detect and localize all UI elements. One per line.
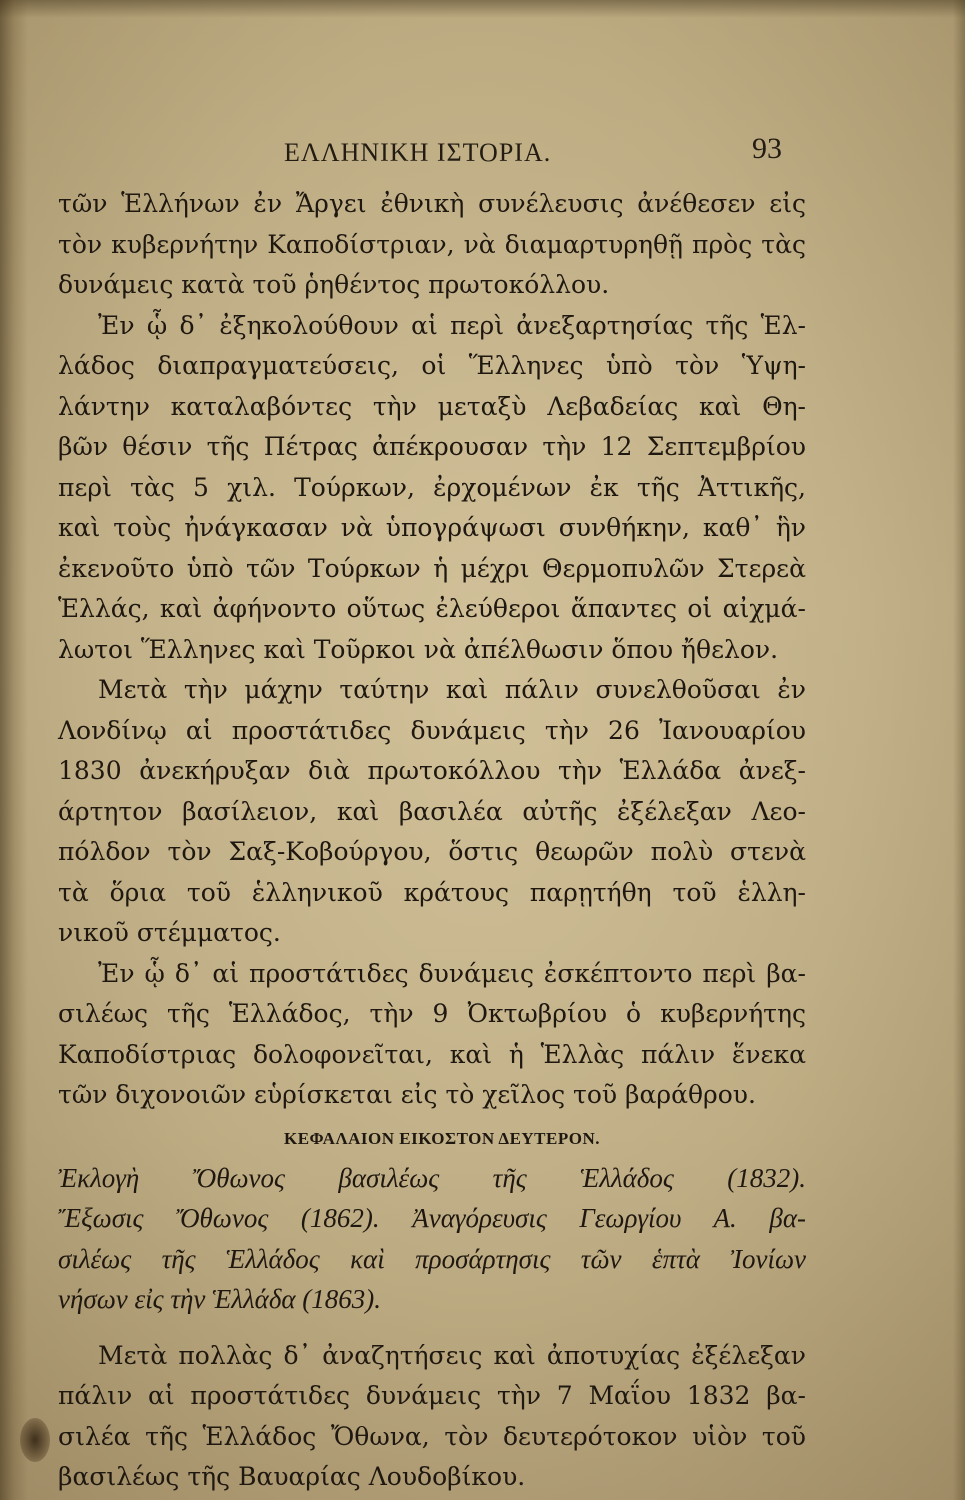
text-line: τὰ ὅρια τοῦ ἑλληνικοῦ κράτους παρῃτήθη τοῦ ἑλλη- <box>58 877 806 907</box>
text-line: βασιλέως τῆς Βαυαρίας Λουδοβίκου. <box>58 1462 526 1491</box>
summary-line: Ἐκλογὴ Ὄθωνος βασιλέως τῆς Ἑλλάδος (1832). <box>58 1162 806 1193</box>
text-line: τῶν Ἑλλήνων ἐν Ἄργει ἐθνικὴ συνέλευσις ἀνέθεσεν εἰς <box>58 189 806 218</box>
text-line: Μετὰ τὴν μάχην ταύτην καὶ πάλιν συνελθοῦσαι ἐν <box>98 675 806 704</box>
page-number: 93 <box>752 132 782 165</box>
text-line: λάντην καταλαβόντες τὴν μεταξὺ Λεβαδείας καὶ Θη- <box>58 391 806 421</box>
paragraph-london-protocol <box>58 670 806 954</box>
paragraph-otto-election <box>58 1336 806 1498</box>
chapter-heading: ΚΕΦΑΛΑΙΟΝ ΕΙΚΟΣΤΟΝ ΔΕΥΤΕΡΟΝ. <box>284 1128 600 1148</box>
text-line: Μετὰ πολλὰς δ᾽ ἀναζητήσεις καὶ ἀποτυχίας ἐξέλεξαν <box>98 1340 806 1370</box>
text-line: Ἐν ᾧ δ᾽ ἐξηκολούθουν αἱ περὶ ἀνεξαρτησίας τῆς Ἑλ- <box>98 310 806 340</box>
summary-line: νήσων εἰς τὴν Ἑλλάδα (1863). <box>58 1284 382 1314</box>
text-line: σιλέα τῆς Ἑλλάδος Ὄθωνα, τὸν δευτερότοκον υἱὸν τοῦ <box>58 1421 806 1451</box>
ink-stain <box>20 1418 50 1462</box>
body-text <box>58 184 806 1498</box>
text-line: Ἑλλάς, καὶ ἀφήνοντο οὕτως ἐλεύθεροι ἅπαντες οἱ αἰχμά- <box>58 594 806 623</box>
text-line: ἐκενοῦτο ὑπὸ τῶν Τούρκων ἡ μέχρι Θερμοπυλῶν Στερεὰ <box>58 553 806 583</box>
summary-line: σιλέως τῆς Ἑλλάδος καὶ προσάρτησις τῶν ἑπτὰ Ἰονίων <box>58 1243 806 1274</box>
text-line: καὶ τοὺς ἠνάγκασαν νὰ ὑπογράψωσι συνθήκην, καθ᾽ ἣν <box>58 513 806 542</box>
text-line: σιλέως τῆς Ἑλλάδος, τὴν 9 Ὀκτωβρίου ὁ κυβερνήτης <box>58 999 806 1028</box>
running-head <box>0 128 965 174</box>
text-line: Ἐν ᾧ δ᾽ αἱ προστάτιδες δυνάμεις ἐσκέπτοντο περὶ βα- <box>98 958 806 988</box>
summary-line: Ἔξωσις Ὄθωνος (1862). Ἀναγόρευσις Γεωργίου Α. βα- <box>58 1203 806 1233</box>
paragraph-continued <box>58 184 806 306</box>
text-line: πάλιν αἱ προστάτιδες δυνάμεις τὴν 7 Μαΐου 1832 βα- <box>58 1381 806 1410</box>
text-line: λάδος διαπραγματεύσεις, οἱ Ἕλληνες ὑπὸ τὸν Ὑψη- <box>58 351 806 380</box>
text-line: άρτητον βασίλειον, καὶ βασιλέα αὐτῆς ἐξέλεξαν Λεο- <box>58 796 806 826</box>
text-line: λωτοι Ἕλληνες καὶ Τοῦρκοι νὰ ἀπέλθωσιν ὅπου ἤθελον. <box>58 634 779 664</box>
chapter-summary <box>58 1158 806 1320</box>
text-line: περὶ τὰς 5 χιλ. Τούρκων, ἐρχομένων ἐκ τῆς Ἀττικῆς, <box>58 472 806 502</box>
page-edge-shadow-top <box>0 0 965 18</box>
text-line: 1830 ἀνεκήρυξαν διὰ πρωτοκόλλου τὴν Ἑλλάδα ἀνεξ- <box>58 756 806 785</box>
text-line: βῶν θέσιν τῆς Πέτρας ἀπέκρουσαν τὴν 12 Σεπτεμβρίου <box>58 432 806 461</box>
paragraph-petra-battle <box>58 306 806 671</box>
page-edge-shadow-left <box>0 0 28 1500</box>
text-line: δυνάμεις κατὰ τοῦ ῥηθέντος πρωτοκόλλου. <box>58 270 610 299</box>
text-line: τὸν κυβερνήτην Καποδίστριαν, νὰ διαμαρτυρηθῇ πρὸς τὰς <box>58 229 806 259</box>
page-edge-shadow-right <box>953 0 965 1500</box>
text-line: Καποδίστριας δολοφονεῖται, καὶ ἡ Ἑλλὰς πάλιν ἕνεκα <box>58 1039 806 1069</box>
paragraph-kapodistrias <box>58 954 806 1116</box>
text-line: πόλδον τὸν Σαξ-Κοβούργου, ὅστις θεωρῶν πολὺ στενὰ <box>58 837 806 866</box>
text-line: τῶν διχονοιῶν εὑρίσκεται εἰς τὸ χεῖλος τοῦ βαράθρου. <box>58 1080 756 1109</box>
text-line: νικοῦ στέμματος. <box>58 918 281 947</box>
running-title: ΕΛΛΗΝΙΚΗ ΙΣΤΟΡΙΑ. <box>284 138 552 167</box>
text-line: Λονδίνῳ αἱ προστάτιδες δυνάμεις τὴν 26 Ἰανουαρίου <box>58 715 806 745</box>
